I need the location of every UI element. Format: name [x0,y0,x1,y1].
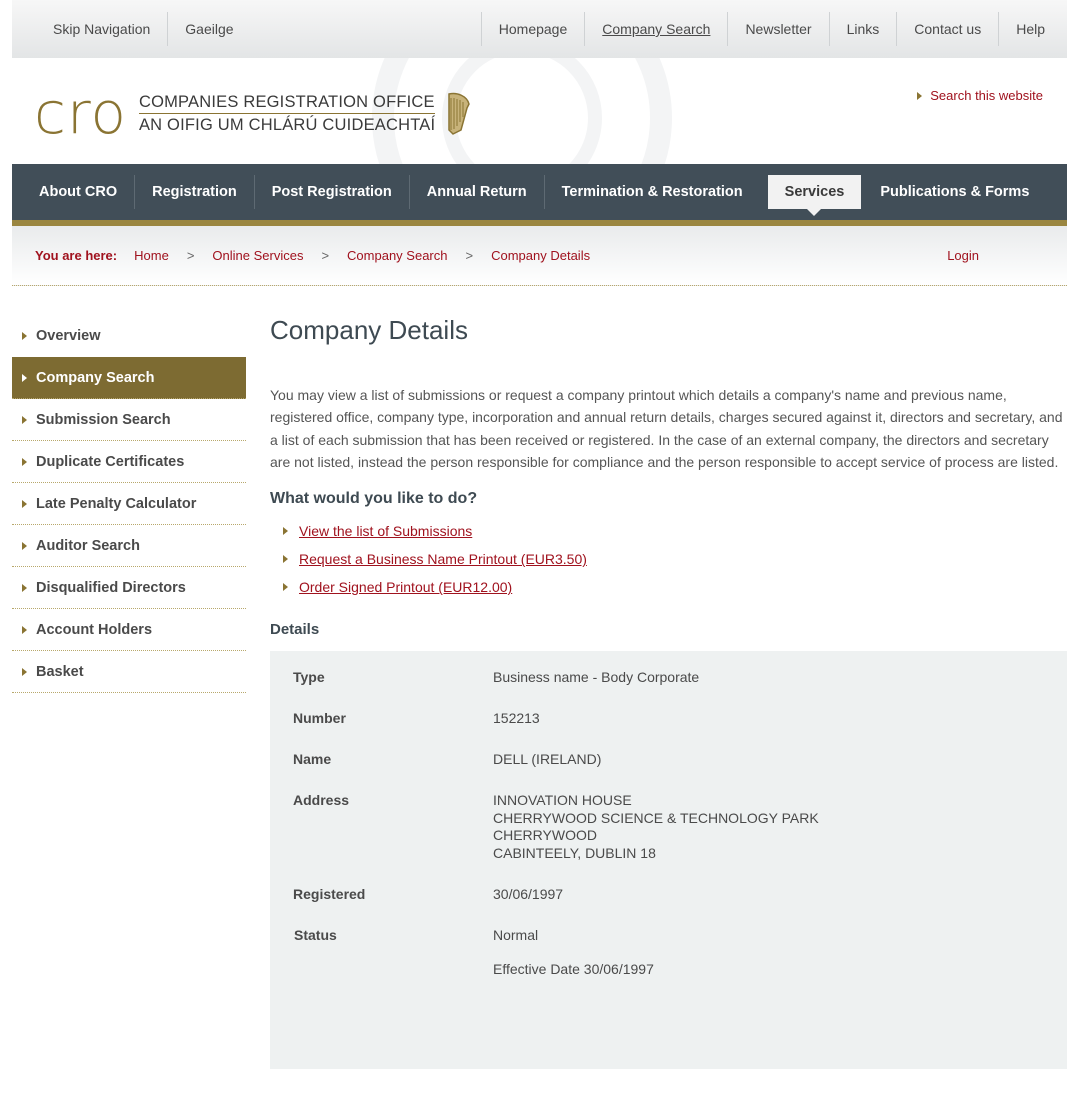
detail-row-status [293,927,1067,979]
arrow-right-icon [22,500,27,508]
arrow-right-icon [22,416,27,424]
logo-line-irish: AN OIFIG UM CHLÁRÚ CUIDEACHTAÍ [138,115,436,134]
detail-row-registered [293,886,1067,904]
arrow-right-icon [22,374,27,382]
utility-left [12,0,251,58]
breadcrumb-company-details[interactable]: Company Details [491,248,591,263]
gaeilge-link[interactable]: Gaeilge [167,12,250,46]
cro-logo[interactable] [34,79,473,147]
nav-annual-return[interactable]: Annual Return [409,175,544,209]
arrow-right-icon [283,527,288,535]
homepage-link[interactable]: Homepage [481,12,585,46]
list-item [283,517,1067,545]
detail-row-name [293,751,1067,769]
harp-icon [443,90,473,136]
request-printout-link[interactable]: Request a Business Name Printout (EUR3.50) [299,551,587,568]
detail-value-address [493,792,819,862]
nav-post-registration[interactable]: Post Registration [254,175,409,209]
sidebar-item-label: Account Holders [36,621,153,638]
sidebar-item-label: Late Penalty Calculator [36,495,197,512]
arrow-right-icon [22,542,27,550]
sidebar-item-label: Disqualified Directors [36,579,186,596]
effective-date: Effective Date 30/06/1997 [493,961,654,978]
breadcrumb-separator: > [465,248,474,263]
actions-heading: What would you like to do? [270,490,478,508]
detail-label: Type [293,669,325,686]
breadcrumb-home[interactable]: Home [134,248,169,263]
detail-value: DELL (IRELAND) [493,751,602,768]
sidebar-item-label: Basket [36,663,84,680]
arrow-right-icon [22,458,27,466]
sidebar-item-submission-search[interactable] [12,399,246,441]
detail-label: Number [293,710,346,727]
breadcrumb-label: You are here: [35,248,118,263]
sidebar-nav [12,315,246,693]
detail-row-address [293,792,1067,862]
address-line: CHERRYWOOD SCIENCE & TECHNOLOGY PARK [493,809,819,826]
detail-label: Registered [293,885,366,902]
sidebar-item-label: Company Search [36,369,155,386]
sidebar-item-auditor-search[interactable] [12,525,246,567]
sidebar-item-account-holders[interactable] [12,609,246,651]
detail-value: 152213 [493,710,540,727]
sidebar-item-label: Overview [36,328,101,344]
newsletter-link[interactable]: Newsletter [727,12,828,46]
company-search-top-link[interactable]: Company Search [584,12,727,46]
sidebar-item-company-search[interactable] [12,357,246,399]
arrow-right-icon [22,668,27,676]
nav-services[interactable]: Services [768,175,862,209]
main-content [270,315,1067,1069]
details-heading: Details [270,621,320,639]
utility-right [481,0,1067,58]
arrow-right-icon [283,555,288,563]
help-link[interactable]: Help [998,12,1067,46]
detail-label: Name [293,751,332,768]
list-item [283,545,1067,573]
detail-row-number [293,710,1067,728]
nav-termination-restoration[interactable]: Termination & Restoration [544,175,760,209]
nav-registration[interactable]: Registration [134,175,254,209]
detail-value-status [493,927,654,979]
logo-mark: cro [34,79,127,147]
arrow-right-icon [22,332,27,340]
skip-navigation-link[interactable]: Skip Navigation [53,21,151,37]
sidebar-item-label: Submission Search [36,411,171,428]
arrow-right-icon [22,626,27,634]
actions-list [283,517,1067,601]
arrow-right-icon [283,583,288,591]
search-website-link[interactable] [917,88,1043,103]
sidebar-item-basket[interactable] [12,651,246,693]
address-line: INNOVATION HOUSE [493,792,632,809]
view-submissions-link[interactable]: View the list of Submissions [299,523,473,540]
utility-bar [12,0,1067,58]
address-line: CHERRYWOOD [493,827,597,844]
links-link[interactable]: Links [829,12,897,46]
arrow-right-icon [917,92,922,100]
nav-about-cro[interactable]: About CRO [39,184,118,200]
detail-value: Business name - Body Corporate [493,669,700,686]
sidebar-item-late-penalty-calculator[interactable] [12,483,246,525]
breadcrumb-online-services[interactable]: Online Services [212,248,304,263]
login-link[interactable]: Login [947,248,979,263]
logo-text [139,91,435,136]
detail-label: Status [294,926,337,943]
site-header [12,58,1067,164]
main-navigation [12,164,1067,226]
sidebar-item-overview[interactable] [12,315,246,357]
detail-value: 30/06/1997 [493,885,564,902]
nav-publications-forms[interactable]: Publications & Forms [880,184,1030,200]
sidebar-item-disqualified-directors[interactable] [12,567,246,609]
breadcrumb-company-search[interactable]: Company Search [347,248,448,263]
contact-us-link[interactable]: Contact us [896,12,998,46]
page-frame [12,0,1067,1105]
detail-label: Address [293,792,350,809]
details-panel [270,651,1067,1069]
sidebar-item-label: Duplicate Certificates [36,453,185,470]
status-value: Normal [493,926,539,943]
page-title: Company Details [270,315,468,345]
detail-row-type [293,669,1067,687]
logo-line-english: COMPANIES REGISTRATION OFFICE [139,91,435,114]
breadcrumb-separator: > [321,248,330,263]
breadcrumb-separator: > [186,248,195,263]
sidebar-item-duplicate-certificates[interactable] [12,441,246,483]
order-signed-printout-link[interactable]: Order Signed Printout (EUR12.00) [299,579,513,596]
search-website-label: Search this website [930,88,1043,103]
list-item [283,573,1067,601]
intro-paragraph: You may view a list of submissions or request a company printout which details a company's name and previous name, registered office, company type, incorporation and annual return details, charges secured against it, directors and secretary, and a list of each submission that has been received or registered. In the case of an external company, the directors and secretary are not listed, instead the person responsible for compliance and the person responsible to accept service of process are listed. [270,387,1063,470]
arrow-right-icon [22,584,27,592]
address-line: CABINTEELY, DUBLIN 18 [493,844,656,861]
sidebar-item-label: Auditor Search [36,537,140,554]
breadcrumb [12,226,1067,286]
